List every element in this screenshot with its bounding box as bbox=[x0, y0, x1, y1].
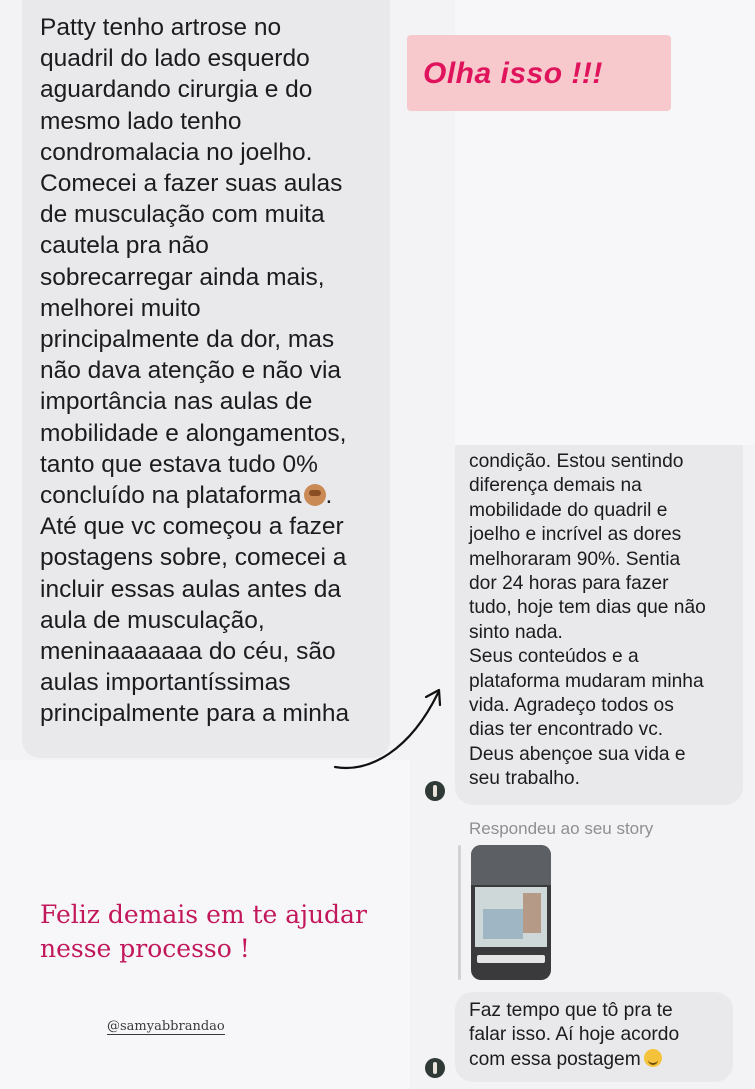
right-message-text: condição. Estou sentindo diferença demais na mobilidade do quadril e joelho e incrível as dores melhoraram 90%. Sentia dor 24 horas para fazer tudo, hoje tem dias que não sinto nada. Seus conteúdos e a plataforma mudaram minha vida. Agradeço todos os dias ter encontrado vc. Deus abençoe sua vida e seu trabalho. bbox=[469, 451, 706, 790]
see-no-evil-monkey-icon bbox=[304, 484, 326, 506]
sticker-text: Olha isso !!! bbox=[423, 57, 603, 90]
sticker-olha-isso bbox=[407, 35, 671, 111]
story-thumbnail-caption bbox=[477, 955, 545, 963]
story-reply-bar bbox=[458, 845, 461, 980]
bottom-message-text: Faz tempo que tô pra te falar isso. Aí hoje acordo com essa postagem bbox=[469, 1000, 680, 1070]
smiley-icon bbox=[644, 1049, 662, 1067]
avatar-bottom[interactable] bbox=[425, 1058, 445, 1078]
story-thumbnail-image bbox=[475, 887, 547, 947]
avatar[interactable] bbox=[425, 781, 445, 801]
story-reply-label: Respondeu ao seu story bbox=[469, 819, 654, 838]
user-handle[interactable]: @samyabbrandao bbox=[107, 1019, 225, 1034]
left-message-text: Patty tenho artrose no quadril do lado esquerdo aguardando cirurgia e do mesmo lado tenho condromalacia no joelho. Comecei a fazer suas aulas de musculação com muita cautela pra não sobrecarregar ainda mais, melhorei muito principalmente da dor, mas não dava atenção e não via importância nas aulas de mobilidade e alongamentos, tanto que estava tudo 0% concluído na plataforma . Até que vc começou a fazer postagens sobre, comecei a incluir essas aulas antes da aula de musculação, meninaaaaaaa do céu, são aulas importantíssimas principalmente para a minha bbox=[40, 14, 350, 728]
arrow-icon bbox=[330, 675, 450, 775]
caption-text: Feliz demais em te ajudar nesse processo ! bbox=[40, 900, 367, 963]
story-thumbnail[interactable] bbox=[471, 845, 551, 980]
story-thumbnail-top bbox=[471, 845, 551, 885]
